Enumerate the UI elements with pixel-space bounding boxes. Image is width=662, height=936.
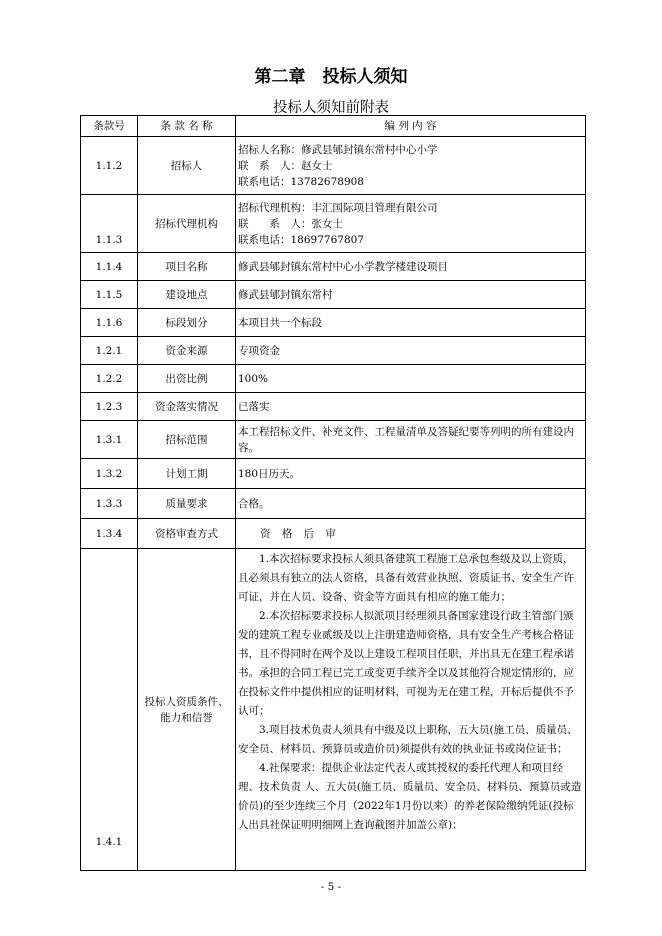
row-name: 招标代理机构 [138, 195, 236, 253]
row-name: 项目名称 [138, 253, 236, 281]
row-content [236, 195, 586, 253]
table-row [81, 281, 586, 309]
row-name: 招标人 [138, 137, 236, 195]
content-paragraph: 3.项目技术负责人须具有中级及以上职称，五大员(施工员、质量员、安全员、材料员、预算员或造价员)须提供有效的执业证书或岗位证书； [238, 724, 578, 755]
table-row [81, 519, 586, 549]
table-row [81, 549, 586, 871]
header-num: 条款号 [81, 116, 138, 137]
content-line: 联 系 人：赵女士 [238, 159, 333, 172]
row-num: 1.3.1 [81, 421, 138, 459]
table-row [81, 337, 586, 365]
table-row [81, 253, 586, 281]
table-row [81, 137, 586, 195]
row-content: 专项资金 [236, 337, 586, 365]
row-num: 1.3.4 [81, 519, 138, 549]
row-num: 1.3.3 [81, 489, 138, 519]
row-name: 投标人资质条件、能力和信誉 [138, 549, 236, 871]
table-title: 投标人须知前附表 [273, 100, 389, 116]
header-content: 编 列 内 容 [236, 116, 586, 137]
content-line: 联系电话：13782678908 [238, 175, 364, 188]
row-content [236, 549, 586, 871]
row-num: 1.1.6 [81, 309, 138, 337]
table-row [81, 393, 586, 421]
row-name: 招标范围 [138, 421, 236, 459]
table-row [81, 459, 586, 489]
content-line: 联系电话：18697767807 [238, 233, 364, 246]
row-content: 本工程招标文件、补充文件、工程量清单及答疑纪要等列明的所有建设内容。 [236, 421, 586, 459]
row-name: 出资比例 [138, 365, 236, 393]
row-num: 1.1.3 [81, 195, 138, 253]
row-name: 资金来源 [138, 337, 236, 365]
row-content: 修武县郇封镇东常村中心小学教学楼建设项目 [236, 253, 586, 281]
table-row [81, 365, 586, 393]
content-line: 联 系 人：张女士 [238, 217, 343, 230]
row-name: 质量要求 [138, 489, 236, 519]
content-paragraph: 2.本次招标要求投标人拟派项目经理须具备国家建设行政主管部门颁发的建筑工程专业贰级及以上注册建造师资格，具有安全生产考核合格证书，且不得同时在两个及以上建设工程项目任职，并出具无在建工程承诺书。承担的合同工程已完工或变更手续齐全以及其他符合规定情形的，应在投标文件中提供相应的证明材料，可视为无在建工程，开标后提供不予认可； [238, 610, 574, 717]
row-content: 180日历天。 [236, 459, 586, 489]
row-num: 1.1.4 [81, 253, 138, 281]
row-content: 修武县郇封镇东常村 [236, 281, 586, 309]
page-number: - 5 - [320, 881, 342, 893]
row-content: 已落实 [236, 393, 586, 421]
table-row [81, 309, 586, 337]
row-num: 1.1.5 [81, 281, 138, 309]
row-num: 1.2.1 [81, 337, 138, 365]
row-num: 1.1.2 [81, 137, 138, 195]
row-num: 1.3.2 [81, 459, 138, 489]
content-paragraph: 4.社保要求：提供企业法定代表人或其授权的委托代理人和项目经理、技术负责 人、五大员(施工员、质量员、安全员、材料员、预算员或造价员)的至少连续三个月（2022年1月份以来）的养老保险缴纳凭证(投标人出具社保证明明细网上查询截图并加盖公章)； [238, 762, 582, 831]
row-content: 本项目共一个标段 [236, 309, 586, 337]
row-content: 资 格 后 审 [236, 519, 586, 549]
row-name: 标段划分 [138, 309, 236, 337]
content-line: 招标人名称：修武县郇封镇东常村中心小学 [238, 143, 438, 156]
header-name: 条 款 名 称 [138, 116, 236, 137]
row-name: 资格审查方式 [138, 519, 236, 549]
row-name: 计划工期 [138, 459, 236, 489]
table-row [81, 195, 586, 253]
row-num: 1.2.2 [81, 365, 138, 393]
row-name: 资金落实情况 [138, 393, 236, 421]
row-num: 1.2.3 [81, 393, 138, 421]
chapter-title: 第二章 投标人须知 [254, 67, 408, 87]
row-name: 建设地点 [138, 281, 236, 309]
table-row [81, 421, 586, 459]
table-row [81, 489, 586, 519]
row-content [236, 137, 586, 195]
row-num: 1.4.1 [81, 549, 138, 871]
row-content: 合格。 [236, 489, 586, 519]
content-line: 招标代理机构：丰汇国际项目管理有限公司 [238, 201, 438, 214]
content-paragraph: 1.本次招标要求投标人须具备建筑工程施工总承包叁级及以上资质，且必须具有独立的法人资格，具备有效营业执照、资质证书、安全生产许可证，并在人员、设备、资金等方面具有相应的施工能力； [238, 553, 574, 603]
row-content: 100% [236, 365, 586, 393]
table-header-row [81, 116, 586, 137]
preamble-table [80, 115, 586, 871]
